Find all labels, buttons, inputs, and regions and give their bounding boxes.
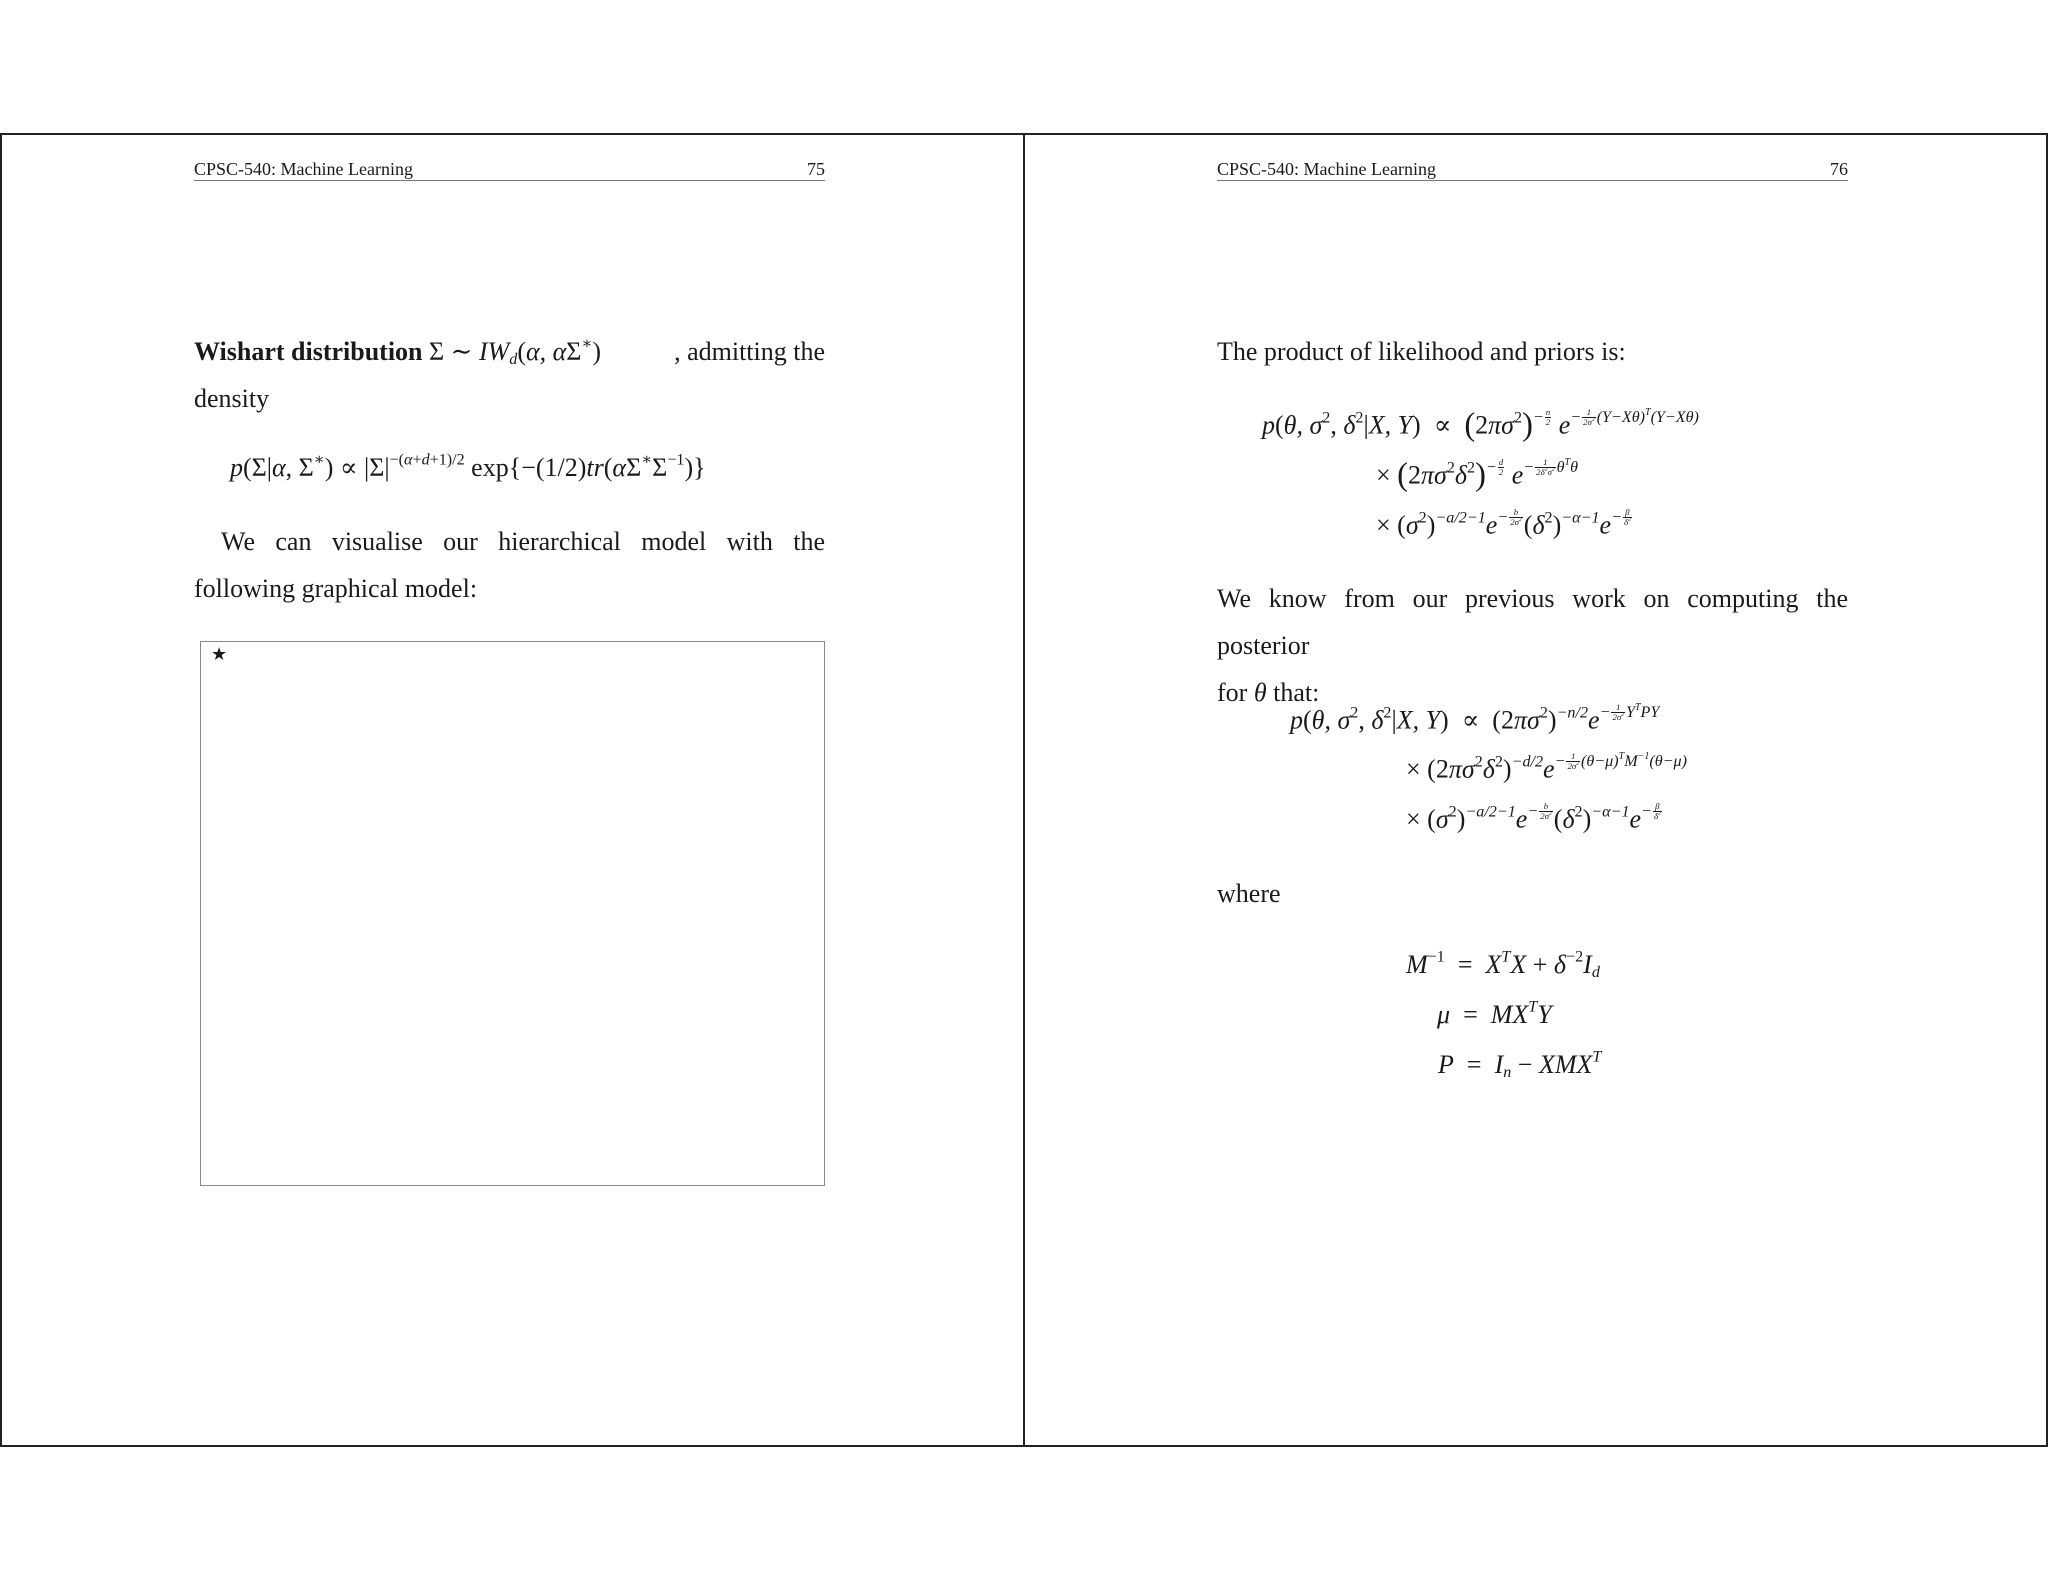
posterior-eq-line-2: × $(2\pi\sigma^2\delta^2)^{-d/2}e^{- \frac{1}{2\sigma^2} (\theta-\mu)^TM^{-1}(\theta-\mu)}$ [1406,750,1687,784]
wishart-density-equation: p(Σ|α, $\Sigma^∗) \propto |\Sigma|^{-(\alpha+d+1)/2}$ $\exp\{-(1/2)tr(\alpha\Sigma^∗\Sigma^{-1})\}$ [230,451,706,482]
posterior-eq-line-3: × $(\sigma^2)^{-a/2-1}e^{- \frac{b}{2\sigma^2}}$ $(\delta^2)^{-\alpha-1}e^{- \frac{\beta}{\delta^2}}$ [1406,801,1661,834]
right-page-header [1217,148,1848,181]
posterior-eq-line-1: p(θ, $\sigma^2$, $\delta^2|X$, $Y) \propto (2\pi\sigma^2)^{-n/2}e^{- \frac{1}{2\sigma^2} Y^TPY}$ [1290,701,1660,735]
left-page-header [194,148,825,181]
likelihood-prior-eq-line-1: p(θ, $\sigma^2$, $\delta^2|X$, $Y) \propto (2\pi\sigma^2)^{- \frac{n}{2}}$ $e^{- \frac{1}{2\sigma^2} (Y-X\theta)^T(Y-X\theta)}$ [1262,406,1699,444]
wishart-paragraph: Wishart distribution Σ ∼ $IW_d(\alpha$, αΣ∗) , admitting the density [194,328,825,422]
likelihood-prior-eq-line-2: × $(2\pi\sigma^2\delta^2)^{- \frac{d}{2}}$ $e^{- \frac{1}{2\delta^2\sigma^2} \theta^T\theta}$ [1376,456,1578,494]
definition-p: $P = I_n - XMX^T$ [1438,1048,1602,1082]
where-text: where [1217,879,1281,908]
posterior-text-for: for [1217,678,1248,707]
posterior-text-line1: We know from our previous work on computing the posterior [1217,584,1848,660]
posterior-paragraph: We know from our previous work on computing the posterior for θ that: [1217,575,1848,716]
wishart-after-math: , admitting the [674,337,825,366]
wishart-line2: density [194,384,270,413]
header-page-number: 76 [1830,159,1848,179]
posterior-text-that: that: [1273,678,1320,707]
definition-mu: $\mu = MX^TY$ [1437,998,1552,1029]
wishart-term: Wishart distribution [194,337,423,366]
visualise-paragraph: We can visualise our hierarchical model with the following graphical model: [194,527,825,603]
header-course-title: CPSC-540: Machine Learning [194,159,413,179]
intro-text: The product of likelihood and priors is: [1217,337,1626,366]
likelihood-prior-eq-line-3: × $(\sigma^2)^{-a/2-1}e^{- \frac{b}{2\sigma^2}}$ $(\delta^2)^{-\alpha-1}e^{- \frac{\beta}{\delta^2}}$ [1376,507,1631,540]
graphical-model-figure [200,641,825,1186]
figure-star-icon: ★ [211,644,228,664]
header-course-title: CPSC-540: Machine Learning [1217,159,1436,179]
definition-m-inverse: $M^{-1} = X^TX + \delta^{-2}I_d$ [1406,948,1600,982]
header-page-number: 75 [807,159,825,179]
